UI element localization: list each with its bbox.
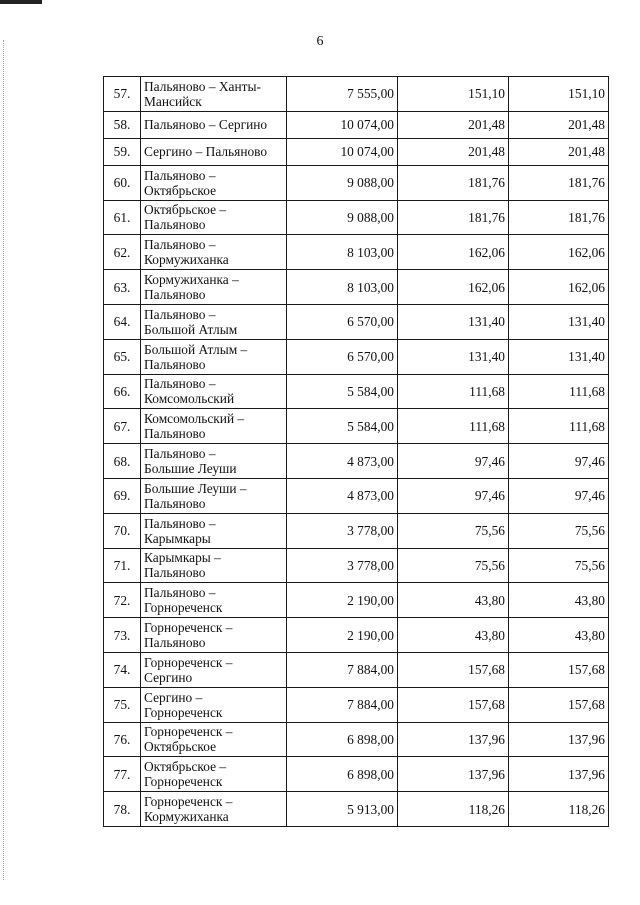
route-line: Горнореченск – [144,654,233,670]
fare-cell: 97,46 [398,444,509,479]
row-number: 67. [104,409,141,444]
fare-cell: 151,10 [398,77,509,112]
fare-cell-alt: 162,06 [509,270,609,305]
route-line: Сергино – [144,689,203,705]
table-row [104,111,609,138]
route-line: Пальяново – [144,515,216,531]
route-cell [141,165,287,200]
fare-cell-alt: 157,68 [509,652,609,687]
route-line: Горнореченск [144,774,223,790]
fare-cell-alt: 131,40 [509,304,609,339]
fare-cell: 118,26 [398,792,509,827]
fare-cell-alt: 43,80 [509,618,609,653]
fare-cell: 162,06 [398,270,509,305]
fare-cell-alt: 137,96 [509,757,609,792]
fare-table [103,76,609,827]
table-row [104,583,609,618]
fare-cell-alt: 137,96 [509,722,609,757]
route-line: Большие Леуши [144,461,237,477]
route-cell [141,792,287,827]
distance-cell: 3 778,00 [287,513,398,548]
row-number: 75. [104,687,141,722]
route-cell [141,722,287,757]
fare-cell: 75,56 [398,513,509,548]
fare-cell-alt: 181,76 [509,200,609,235]
route-line: Пальяново [144,217,206,233]
distance-cell: 9 088,00 [287,165,398,200]
route-cell [141,77,287,112]
row-number: 64. [104,304,141,339]
fare-cell: 43,80 [398,583,509,618]
distance-cell: 4 873,00 [287,478,398,513]
route-line: Горнореченск [144,600,223,616]
route-line: Мансийск [144,93,202,109]
route-cell [141,270,287,305]
fare-cell-alt: 97,46 [509,444,609,479]
route-cell [141,235,287,270]
route-line: Пальяново [144,565,206,581]
fare-cell-alt: 151,10 [509,77,609,112]
distance-cell: 6 898,00 [287,757,398,792]
fare-cell-alt: 181,76 [509,165,609,200]
distance-cell: 2 190,00 [287,583,398,618]
route-cell [141,374,287,409]
row-number: 63. [104,270,141,305]
fare-cell-alt: 201,48 [509,138,609,165]
table-row [104,304,609,339]
table-row [104,478,609,513]
table-row [104,722,609,757]
distance-cell: 6 570,00 [287,304,398,339]
route-cell [141,513,287,548]
table-row [104,513,609,548]
row-number: 66. [104,374,141,409]
table-row [104,548,609,583]
fare-cell: 137,96 [398,722,509,757]
table-row [104,339,609,374]
page-number: 6 [316,34,324,49]
table-row [104,270,609,305]
distance-cell: 8 103,00 [287,270,398,305]
route-cell [141,444,287,479]
route-line: Пальяново – [144,237,216,253]
fare-cell-alt: 162,06 [509,235,609,270]
route-line: Пальяново – Сергино [144,117,268,133]
fare-table-body [104,77,609,827]
fare-cell: 75,56 [398,548,509,583]
row-number: 74. [104,652,141,687]
row-number: 60. [104,165,141,200]
distance-cell: 7 884,00 [287,652,398,687]
row-number: 78. [104,792,141,827]
row-number: 77. [104,757,141,792]
route-cell [141,687,287,722]
fare-cell: 157,68 [398,687,509,722]
fare-cell: 201,48 [398,138,509,165]
route-cell [141,652,287,687]
route-cell [141,757,287,792]
fare-cell: 157,68 [398,652,509,687]
route-cell [141,548,287,583]
distance-cell: 6 570,00 [287,339,398,374]
route-cell [141,304,287,339]
route-line: Карымкары – [144,550,221,566]
row-number: 68. [104,444,141,479]
route-line: Горнореченск – [144,794,233,810]
binding-edge-dots [3,40,4,880]
table-row [104,374,609,409]
fare-cell-alt: 97,46 [509,478,609,513]
distance-cell: 9 088,00 [287,200,398,235]
table-row [104,792,609,827]
route-line: Октябрьское [144,739,217,755]
route-line: Пальяново – [144,167,216,183]
route-line: Пальяново – [144,376,216,392]
fare-cell: 162,06 [398,235,509,270]
route-cell [141,339,287,374]
fare-cell-alt: 43,80 [509,583,609,618]
distance-cell: 10 074,00 [287,138,398,165]
distance-cell: 5 584,00 [287,374,398,409]
fare-cell: 111,68 [398,374,509,409]
fare-cell-alt: 75,56 [509,548,609,583]
fare-cell-alt: 157,68 [509,687,609,722]
fare-cell-alt: 131,40 [509,339,609,374]
route-line: Кормужиханка – [144,272,239,288]
row-number: 72. [104,583,141,618]
fare-cell-alt: 111,68 [509,409,609,444]
row-number: 71. [104,548,141,583]
route-line: Комсомольский – [144,411,245,427]
distance-cell: 8 103,00 [287,235,398,270]
table-row [104,687,609,722]
route-line: Горнореченск [144,704,223,720]
route-cell [141,478,287,513]
row-number: 73. [104,618,141,653]
table-row [104,138,609,165]
table-row [104,652,609,687]
fare-cell: 131,40 [398,339,509,374]
row-number: 76. [104,722,141,757]
distance-cell: 5 584,00 [287,409,398,444]
row-number: 62. [104,235,141,270]
route-line: Пальяново [144,495,206,511]
route-cell [141,200,287,235]
route-line: Пальяново [144,287,206,303]
fare-cell: 181,76 [398,165,509,200]
route-line: Пальяново – [144,585,216,601]
row-number: 59. [104,138,141,165]
distance-cell: 7 884,00 [287,687,398,722]
fare-cell: 97,46 [398,478,509,513]
route-cell [141,138,287,165]
route-line: Горнореченск – [144,620,233,636]
row-number: 61. [104,200,141,235]
distance-cell: 5 913,00 [287,792,398,827]
route-line: Большие Леуши – [144,480,247,496]
route-line: Октябрьское [144,182,217,198]
distance-cell: 10 074,00 [287,111,398,138]
route-line: Октябрьское – [144,202,227,218]
fare-cell: 201,48 [398,111,509,138]
route-line: Карымкары [144,530,211,546]
fare-cell: 131,40 [398,304,509,339]
distance-cell: 4 873,00 [287,444,398,479]
route-line: Пальяново – [144,446,216,462]
row-number: 58. [104,111,141,138]
fare-cell-alt: 111,68 [509,374,609,409]
route-line: Большой Атлым [144,321,238,337]
row-number: 69. [104,478,141,513]
table-row [104,444,609,479]
fare-cell: 137,96 [398,757,509,792]
distance-cell: 6 898,00 [287,722,398,757]
route-line: Пальяново – Ханты- [144,78,261,94]
fare-cell-alt: 75,56 [509,513,609,548]
route-cell [141,111,287,138]
route-line: Пальяново [144,356,206,372]
route-line: Сергино – Пальяново [144,144,268,160]
row-number: 70. [104,513,141,548]
table-row [104,165,609,200]
route-line: Кормужиханка [144,252,229,268]
fare-cell: 111,68 [398,409,509,444]
fare-cell-alt: 118,26 [509,792,609,827]
fare-cell-alt: 201,48 [509,111,609,138]
table-row [104,200,609,235]
distance-cell: 2 190,00 [287,618,398,653]
route-line: Большой Атлым – [144,341,248,357]
fare-cell: 43,80 [398,618,509,653]
table-row [104,618,609,653]
route-cell [141,583,287,618]
row-number: 57. [104,77,141,112]
route-line: Горнореченск – [144,724,233,740]
table-row [104,409,609,444]
route-line: Сергино [144,669,193,685]
route-line: Пальяново – [144,306,216,322]
route-cell [141,409,287,444]
table-row [104,757,609,792]
route-line: Комсомольский [144,391,235,407]
route-line: Октябрьское – [144,759,227,775]
route-line: Пальяново [144,426,206,442]
route-line: Кормужиханка [144,809,229,825]
page-corner-mark [0,0,42,4]
distance-cell: 7 555,00 [287,77,398,112]
table-row [104,235,609,270]
table-row [104,77,609,112]
distance-cell: 3 778,00 [287,548,398,583]
fare-cell: 181,76 [398,200,509,235]
row-number: 65. [104,339,141,374]
route-cell [141,618,287,653]
route-line: Пальяново [144,635,206,651]
